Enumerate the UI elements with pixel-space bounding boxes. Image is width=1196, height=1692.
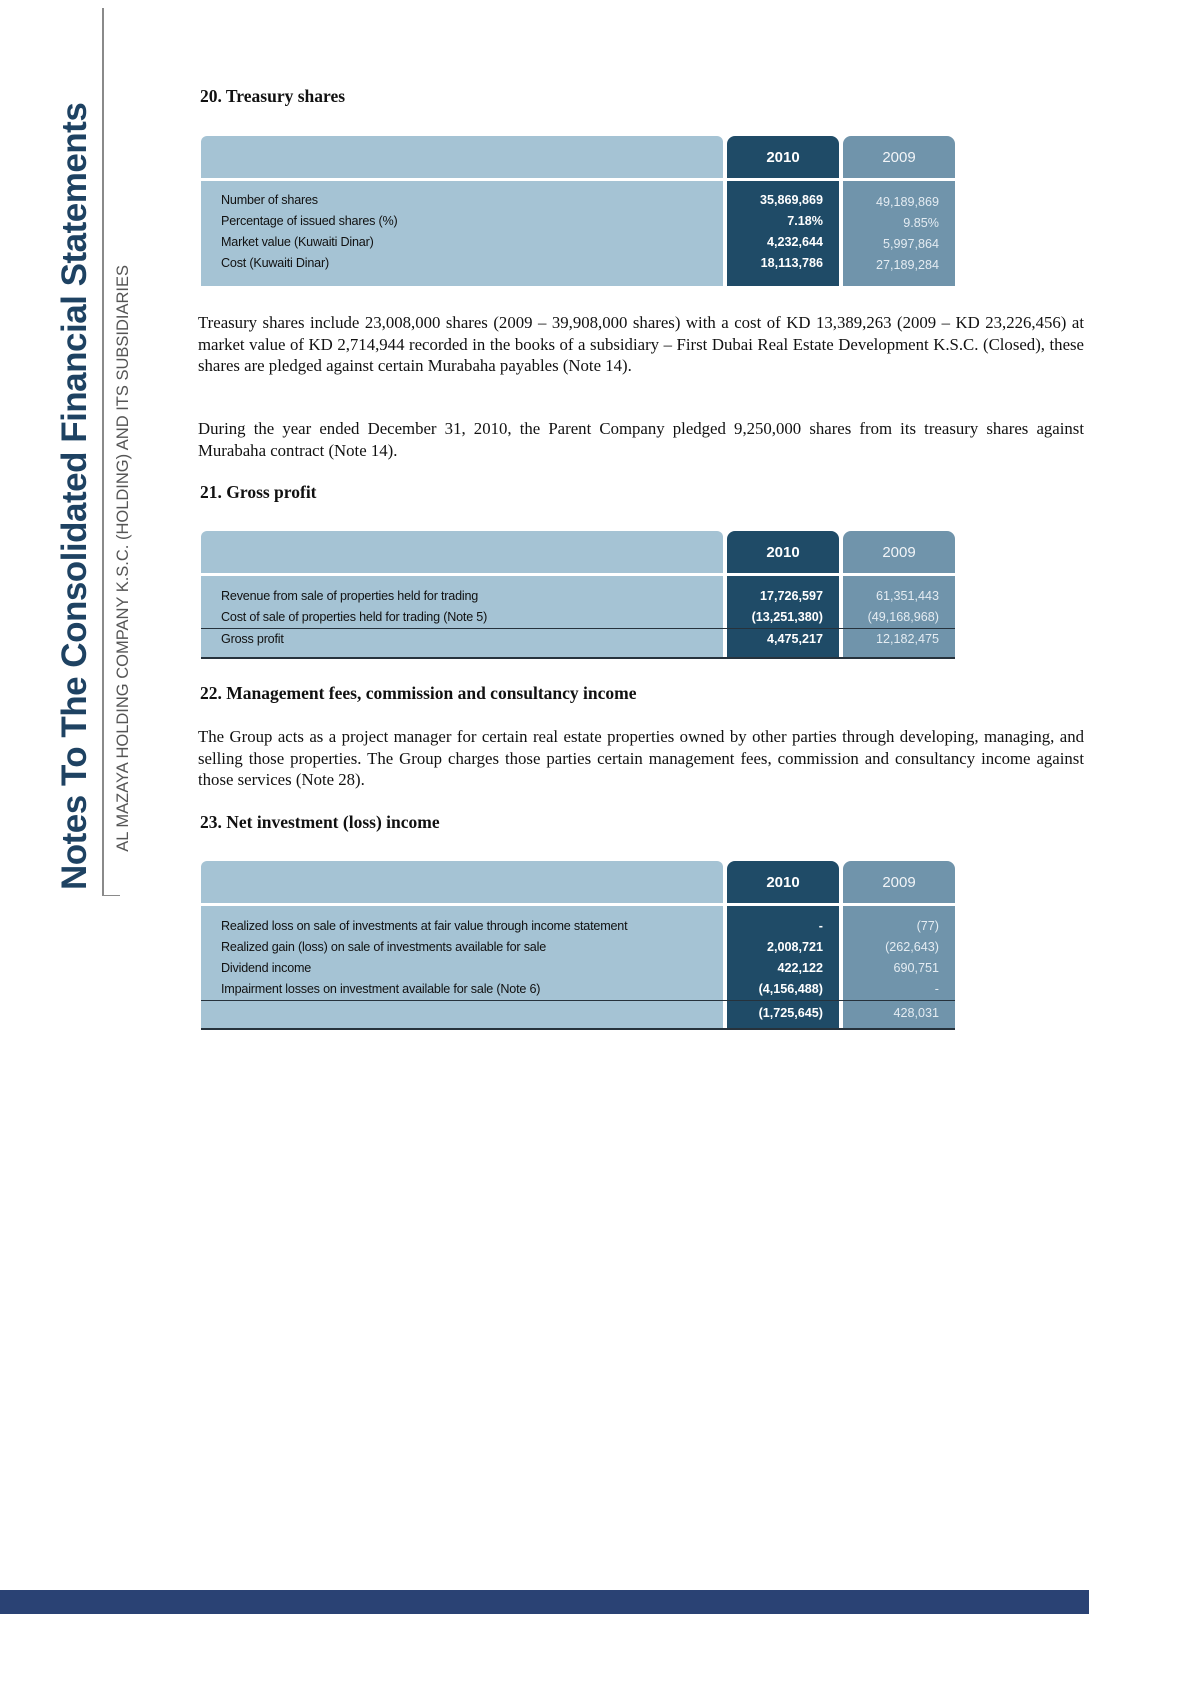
column-header-2010: 2010	[727, 861, 839, 903]
footer-bar	[0, 1590, 1089, 1614]
treasury-shares-table	[201, 136, 955, 286]
table-header-band	[201, 861, 723, 903]
row-label: Dividend income	[221, 961, 312, 975]
table-header-band	[201, 531, 723, 573]
row-label: Impairment losses on investment available for sale (Note 6)	[221, 982, 541, 996]
net-investment-table	[201, 861, 955, 1031]
total-value-2009: 428,031	[893, 1006, 939, 1020]
treasury-shares-paragraph-2: During the year ended December 31, 2010, the Parent Company pledged 9,250,000 shares from its treasury shares against Murabaha contract (Note 14).	[198, 419, 1084, 460]
section-21-heading: 21. Gross profit	[200, 482, 317, 502]
table-header-band	[201, 136, 723, 178]
total-value-2010: (1,725,645)	[758, 1006, 823, 1020]
column-header-2009: 2009	[843, 861, 955, 903]
row-value-2010: 7.18%	[787, 214, 823, 228]
section-23-heading: 23. Net investment (loss) income	[200, 812, 440, 832]
sidebar-subtitle: AL MAZAYA HOLDING COMPANY K.S.C. (HOLDING) AND ITS SUBSIDIARIES	[114, 265, 132, 852]
row-value-2009: 27,189,284	[875, 258, 939, 272]
row-label: Cost (Kuwaiti Dinar)	[221, 256, 329, 270]
row-label: Realized gain (loss) on sale of investments available for sale	[221, 940, 547, 954]
row-value-2010: 18,113,786	[760, 256, 823, 270]
row-value-2010: 35,869,869	[759, 193, 823, 207]
column-header-2009: 2009	[843, 136, 955, 178]
row-label: Cost of sale of properties held for trading (Note 5)	[221, 610, 488, 624]
row-label: Gross profit	[221, 632, 284, 646]
row-value-2009: 49,189,869	[875, 195, 939, 209]
subtotal-rule	[201, 1000, 955, 1001]
row-label: Revenue from sale of properties held for trading	[221, 589, 479, 603]
row-value-2009: 61,351,443	[875, 589, 939, 603]
column-header-2009: 2009	[843, 531, 955, 573]
section-22-heading: 22. Management fees, commission and consultancy income	[200, 683, 637, 703]
row-label: Market value (Kuwaiti Dinar)	[221, 235, 374, 249]
row-value-2009: (262,643)	[885, 940, 939, 954]
row-label: Realized loss on sale of investments at fair value through income statement	[221, 919, 628, 933]
row-value-2010: (13,251,380)	[751, 610, 823, 624]
row-value-2010: 4,475,217	[766, 632, 823, 646]
total-rule	[201, 1028, 955, 1030]
row-value-2010: 4,232,644	[766, 235, 823, 249]
section-20-heading: 20. Treasury shares	[200, 86, 346, 106]
row-value-2010: 2,008,721	[766, 940, 823, 954]
sidebar-rule	[102, 8, 104, 896]
management-fees-paragraph: The Group acts as a project manager for certain real estate properties owned by other parties through developing, managing, and selling those properties. The Group charges those parties certain management fees, commission and consultancy income against those services (Note 28).	[198, 727, 1084, 789]
column-header-2010: 2010	[727, 531, 839, 573]
row-value-2009: 690,751	[893, 961, 939, 975]
row-value-2010: 17,726,597	[759, 589, 823, 603]
row-value-2009: (49,168,968)	[867, 610, 939, 624]
row-value-2010: 422,122	[777, 961, 823, 975]
row-label: Percentage of issued shares (%)	[221, 214, 398, 228]
subtotal-rule	[201, 628, 955, 629]
sidebar-rule-tick	[102, 895, 120, 896]
row-value-2009: -	[934, 982, 939, 996]
gross-profit-table	[201, 531, 955, 661]
sidebar-title: Notes To The Consolidated Financial Statements	[55, 102, 94, 890]
row-value-2009: 5,997,864	[882, 237, 939, 251]
row-value-2010: (4,156,488)	[758, 982, 823, 996]
row-label: Number of shares	[221, 193, 318, 207]
column-header-2010: 2010	[727, 136, 839, 178]
row-value-2009: 9.85%	[903, 216, 939, 230]
row-value-2010: -	[818, 919, 823, 933]
treasury-shares-paragraph-1: Treasury shares include 23,008,000 shares (2009 – 39,908,000 shares) with a cost of KD 13,389,263 (2009 – KD 23,226,456) at market value of KD 2,714,944 recorded in the books of a subsidiary – First Dubai Real Estate Development K.S.C. (Closed), these shares are pledged against certain Murabaha payables (Note 14).	[198, 313, 1084, 375]
row-value-2009: 12,182,475	[875, 632, 939, 646]
total-rule	[201, 657, 955, 659]
row-value-2009: (77)	[916, 919, 939, 933]
